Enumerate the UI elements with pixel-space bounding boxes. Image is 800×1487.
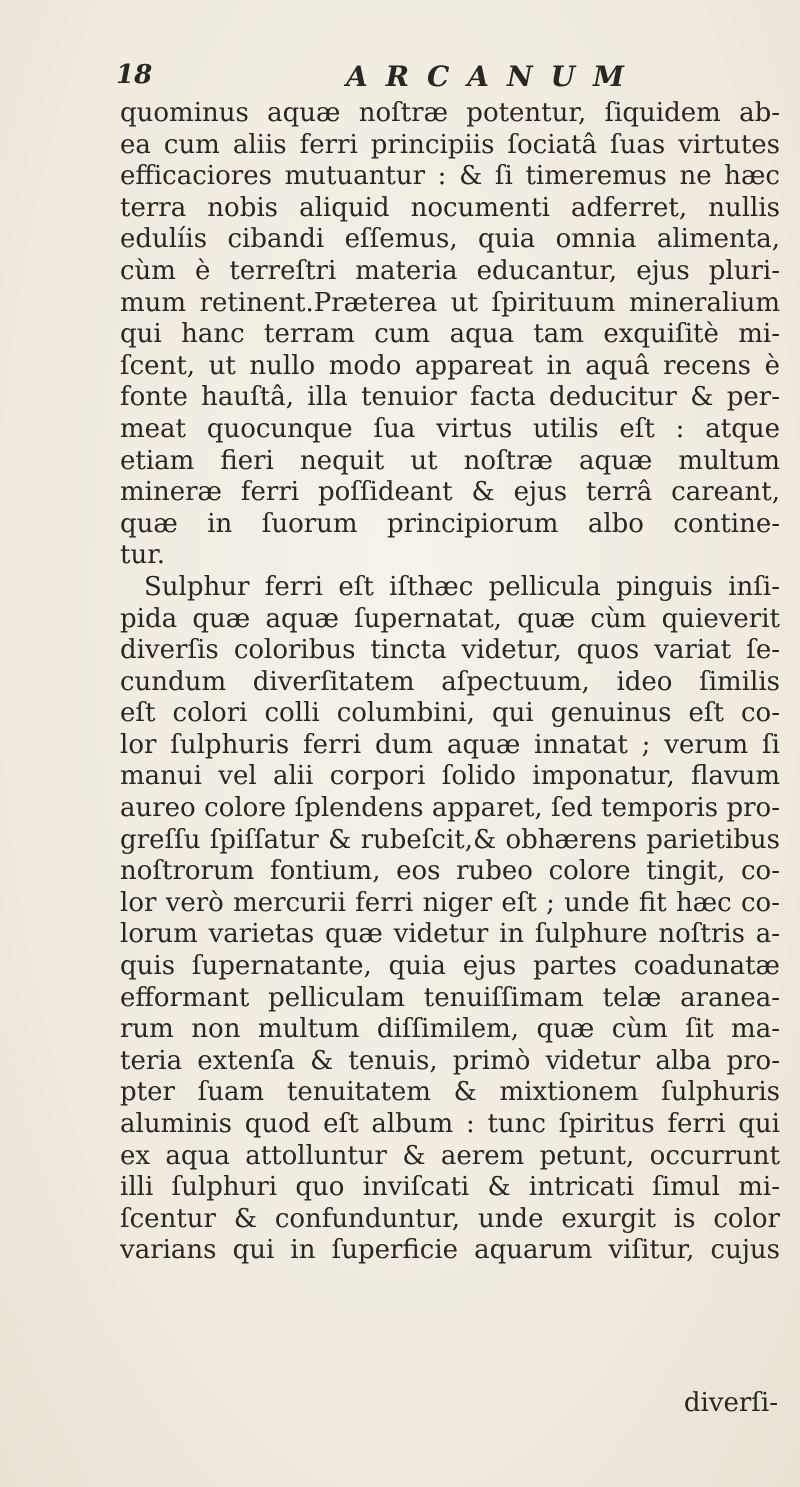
text-line: rum non multum diſſimilem, quæ cùm ſit ma- bbox=[120, 1014, 780, 1045]
text-line: diverſis coloribus tincta videtur, quos variat ſe- bbox=[120, 635, 780, 666]
text-line: qui hanc terram cum aqua tam exquiſitè mi- bbox=[120, 319, 780, 350]
running-title: ARCANUM bbox=[346, 60, 643, 93]
text-line: pida quæ aquæ ſupernatat, quæ cùm quieverit bbox=[120, 603, 780, 634]
text-line: ex aqua attolluntur & aerem petunt, occurrunt bbox=[120, 1140, 780, 1171]
text-line: tur. bbox=[120, 540, 166, 571]
text-line: eſt colori colli columbini, qui genuinus eſt co- bbox=[120, 698, 780, 729]
body-text bbox=[120, 98, 780, 1267]
text-line: ſcent, ut nullo modo appareat in aquâ recens è bbox=[120, 350, 780, 381]
text-line: teria extenſa & tenuis, primò videtur alba pro- bbox=[120, 1045, 780, 1076]
text-line: lor ſulphuris ferri dum aquæ innatat ; verum ſi bbox=[120, 729, 780, 760]
text-line: lorum varietas quæ videtur in ſulphure noſtris a- bbox=[120, 919, 780, 950]
text-line: fonte hauſtâ, illa tenuior facta deducitur & per- bbox=[120, 382, 780, 413]
text-line: illi ſulphuri quo inviſcati & intricati ſimul mi- bbox=[120, 1172, 780, 1203]
page-header bbox=[116, 60, 716, 96]
text-line: quæ in ſuorum principiorum albo contine- bbox=[120, 508, 780, 539]
text-line: meat quocunque ſua virtus utilis eſt : atque bbox=[120, 413, 780, 444]
text-line: mum retinent.Præterea ut ſpirituum mineralium bbox=[120, 287, 780, 318]
text-line: ea cum aliis ferri principiis ſociatâ ſuas virtutes bbox=[120, 129, 780, 160]
page-number: 18 bbox=[116, 60, 153, 90]
text-line: ſcentur & confunduntur, unde exurgit is color bbox=[120, 1203, 780, 1234]
text-line: mineræ ferri poſſideant & ejus terrâ careant, bbox=[120, 477, 780, 508]
text-line: noſtrorum fontium, eos rubeo colore tingit, co- bbox=[120, 856, 780, 887]
paragraph-start-line: Sulphur ferri eſt iſthæc pellicula pinguis inſi- bbox=[144, 571, 780, 602]
text-line: etiam fieri nequit ut noſtræ aquæ multum bbox=[120, 445, 780, 476]
text-line: manui vel alii corpori ſolido imponatur, flavum bbox=[120, 761, 780, 792]
text-line: aluminis quod eſt album : tunc ſpiritus ferri qui bbox=[120, 1109, 780, 1139]
text-line: quominus aquæ noſtræ potentur, ſiquidem ab- bbox=[120, 98, 780, 128]
text-line: lor verò mercurii ferri niger eſt ; unde fit hæc co- bbox=[120, 887, 780, 918]
text-line: pter ſuam tenuitatem & mixtionem ſulphuris bbox=[120, 1077, 780, 1108]
text-line: edulíis cibandi eſſemus, quia omnia alimenta, bbox=[120, 224, 780, 255]
text-line: efformant pelliculam tenuiſſimam telæ aranea- bbox=[120, 982, 780, 1013]
text-line: greſſu ſpiſſatur & rubeſcit,& obhærens parietibus bbox=[120, 824, 780, 855]
catchword: diverſi- bbox=[683, 1388, 778, 1418]
text-line: terra nobis aliquid nocumenti adferret, nullis bbox=[120, 192, 780, 223]
text-line: aureo colore ſplendens apparet, ſed temporis pro- bbox=[120, 793, 780, 824]
text-line: cùm è terreſtri materia educantur, ejus pluri- bbox=[120, 255, 780, 286]
text-line: efficaciores mutuantur : & ſi timeremus ne hæc bbox=[120, 161, 780, 192]
text-line: quis ſupernatante, quia ejus partes coadunatæ bbox=[120, 951, 780, 982]
text-line: varians qui in ſuperficie aquarum viſitur, cujus bbox=[120, 1235, 780, 1266]
text-line: cundum diverſitatem aſpectuum, ideo ſimilis bbox=[120, 666, 780, 697]
